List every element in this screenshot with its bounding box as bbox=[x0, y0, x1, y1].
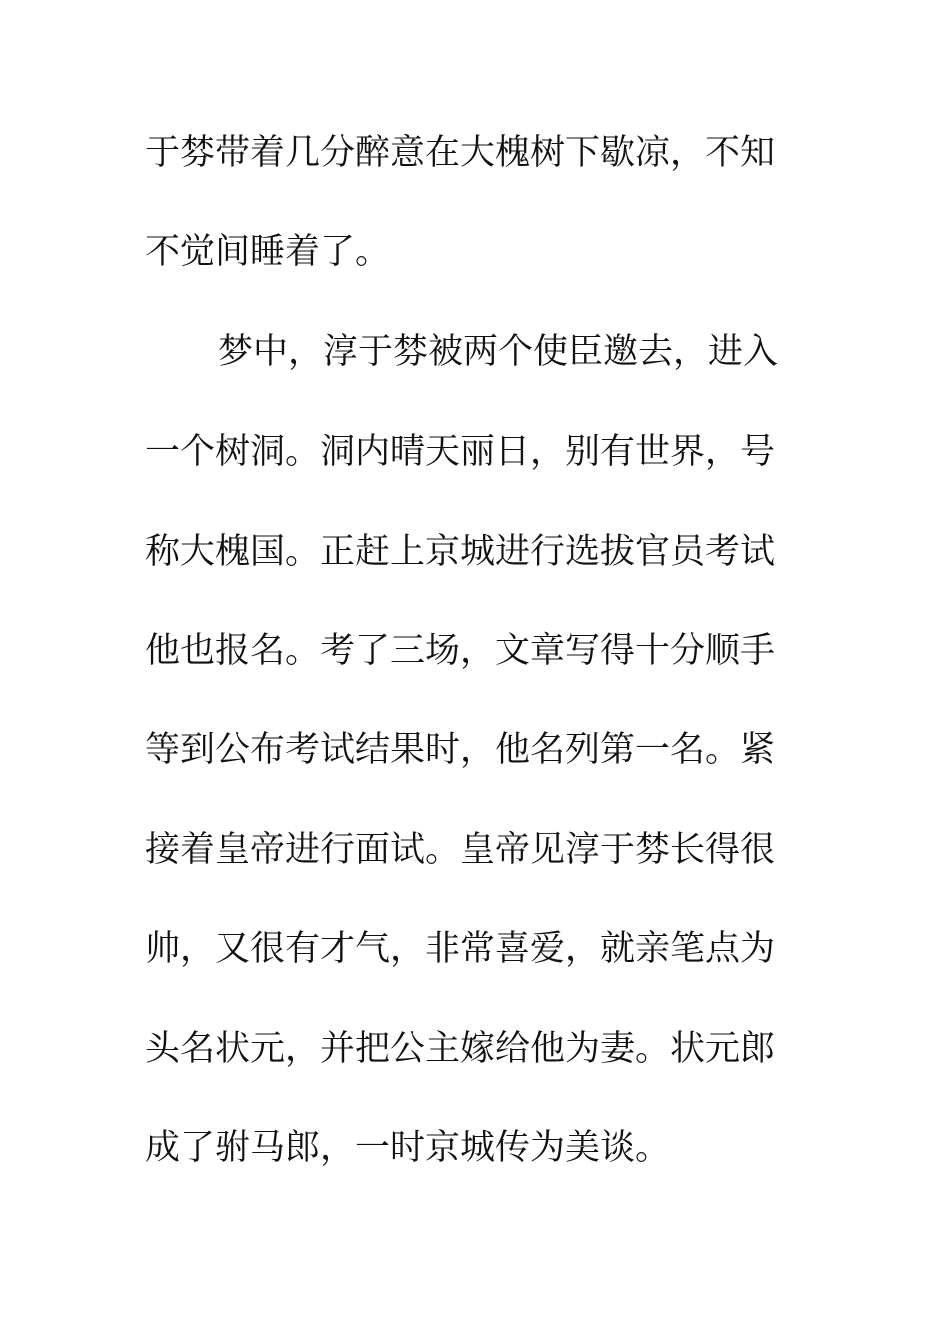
text-line: 成了驸马郎，一时京城传为美谈。 bbox=[145, 1128, 671, 1168]
text-line: 头名状元，并把公主嫁给他为妻。状元郎 bbox=[145, 1029, 776, 1069]
text-line: 等到公布考试结果时，他名列第一名。紧 bbox=[145, 730, 776, 770]
text-line: 不觉间睡着了。 bbox=[145, 232, 391, 272]
text-line: 帅，又很有才气，非常喜爱，就亲笔点为 bbox=[145, 929, 776, 969]
text-line: 于棼带着几分醉意在大槐树下歇凉，不知 bbox=[145, 133, 776, 173]
text-line: 梦中，淳于棼被两个使臣邀去，进入 bbox=[218, 332, 779, 372]
text-line: 一个树洞。洞内晴天丽日，别有世界，号 bbox=[145, 432, 776, 472]
text-line: 他也报名。考了三场，文章写得十分顺手 bbox=[145, 631, 776, 671]
text-line: 称大槐国。正赶上京城进行选拔官员考试 bbox=[145, 532, 776, 572]
text-line: 接着皇帝进行面试。皇帝见淳于棼长得很 bbox=[145, 830, 776, 870]
